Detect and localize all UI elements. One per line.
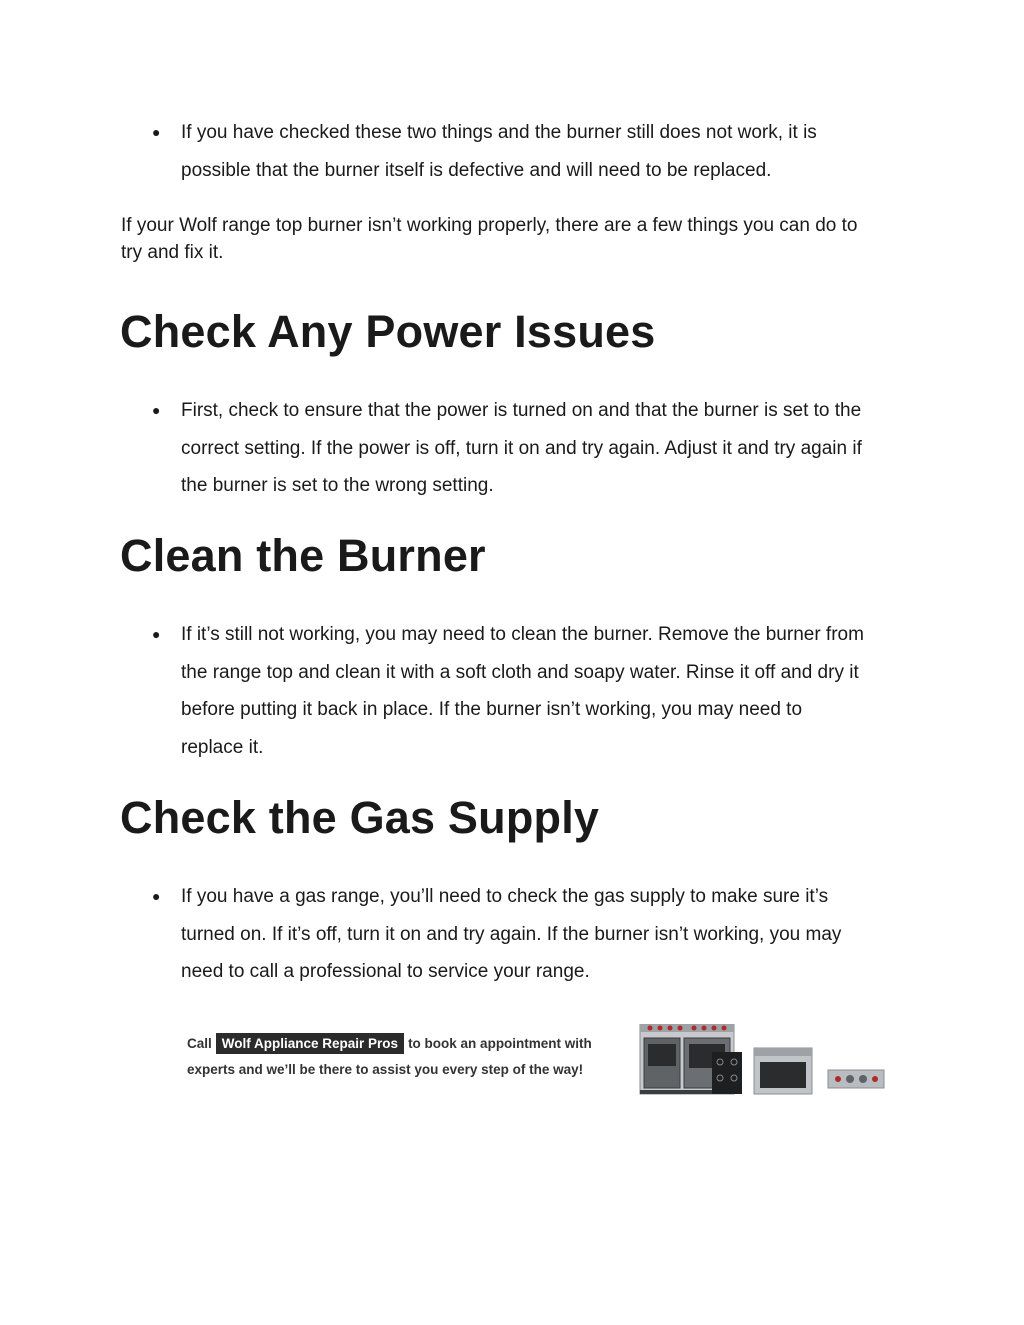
text-line: before putting it back in place. If the burner isn’t working, you may need to xyxy=(181,699,803,720)
gas-bullet-text xyxy=(181,878,911,991)
promo-line-2: experts and we’ll be there to assist you every step of the way! xyxy=(187,1062,584,1077)
bullet-marker: ● xyxy=(152,888,161,904)
text-line: First, check to ensure that the power is turned on and that the burner is set to the xyxy=(181,400,862,421)
text-line: need to call a professional to service your range. xyxy=(181,961,590,982)
section-heading-power: Check Any Power Issues xyxy=(120,306,656,357)
intro-paragraph xyxy=(121,212,911,266)
section-heading-gas: Check the Gas Supply xyxy=(120,792,600,843)
promo-line-1 xyxy=(187,1033,592,1054)
text-line: turned on. If it’s off, turn it on and try again. If the burner isn’t working, you may xyxy=(181,923,842,945)
appliances-illustration xyxy=(638,1024,888,1096)
clean-bullet-text xyxy=(181,616,911,766)
text-line: correct setting. If the power is off, turn it on and try again. Adjust it and try again if xyxy=(181,437,862,459)
text-line: If you have checked these two things and the burner still does not work, it is xyxy=(181,122,817,143)
promo-after-brand: to book an appointment with xyxy=(408,1036,592,1051)
text-line: try and fix it. xyxy=(121,242,224,263)
text-line: replace it. xyxy=(181,736,264,758)
promo-banner xyxy=(184,1024,888,1096)
bullet-marker: ● xyxy=(152,402,161,418)
intro-bullet-text xyxy=(181,114,911,189)
text-line: If it’s still not working, you may need to clean the burner. Remove the burner from xyxy=(181,624,864,645)
induction-cooktop-icon xyxy=(712,1052,742,1094)
power-bullet-text xyxy=(181,392,911,505)
promo-brand-badge: Wolf Appliance Repair Pros xyxy=(216,1033,404,1054)
bullet-marker: ● xyxy=(152,124,161,140)
gas-cooktop-icon xyxy=(828,1070,884,1088)
text-line: If your Wolf range top burner isn’t working properly, there are a few things you can do to xyxy=(121,215,858,236)
promo-call: Call xyxy=(187,1036,212,1051)
text-line: the range top and clean it with a soft cloth and soapy water. Rinse it off and dry it xyxy=(181,661,859,683)
bullet-marker: ● xyxy=(152,626,161,642)
text-line: If you have a gas range, you’ll need to check the gas supply to make sure it’s xyxy=(181,886,829,907)
section-heading-clean: Clean the Burner xyxy=(120,530,486,581)
text-line: the burner is set to the wrong setting. xyxy=(181,475,494,496)
text-line: possible that the burner itself is defective and will need to be replaced. xyxy=(181,159,772,181)
wall-oven-icon xyxy=(754,1048,812,1094)
